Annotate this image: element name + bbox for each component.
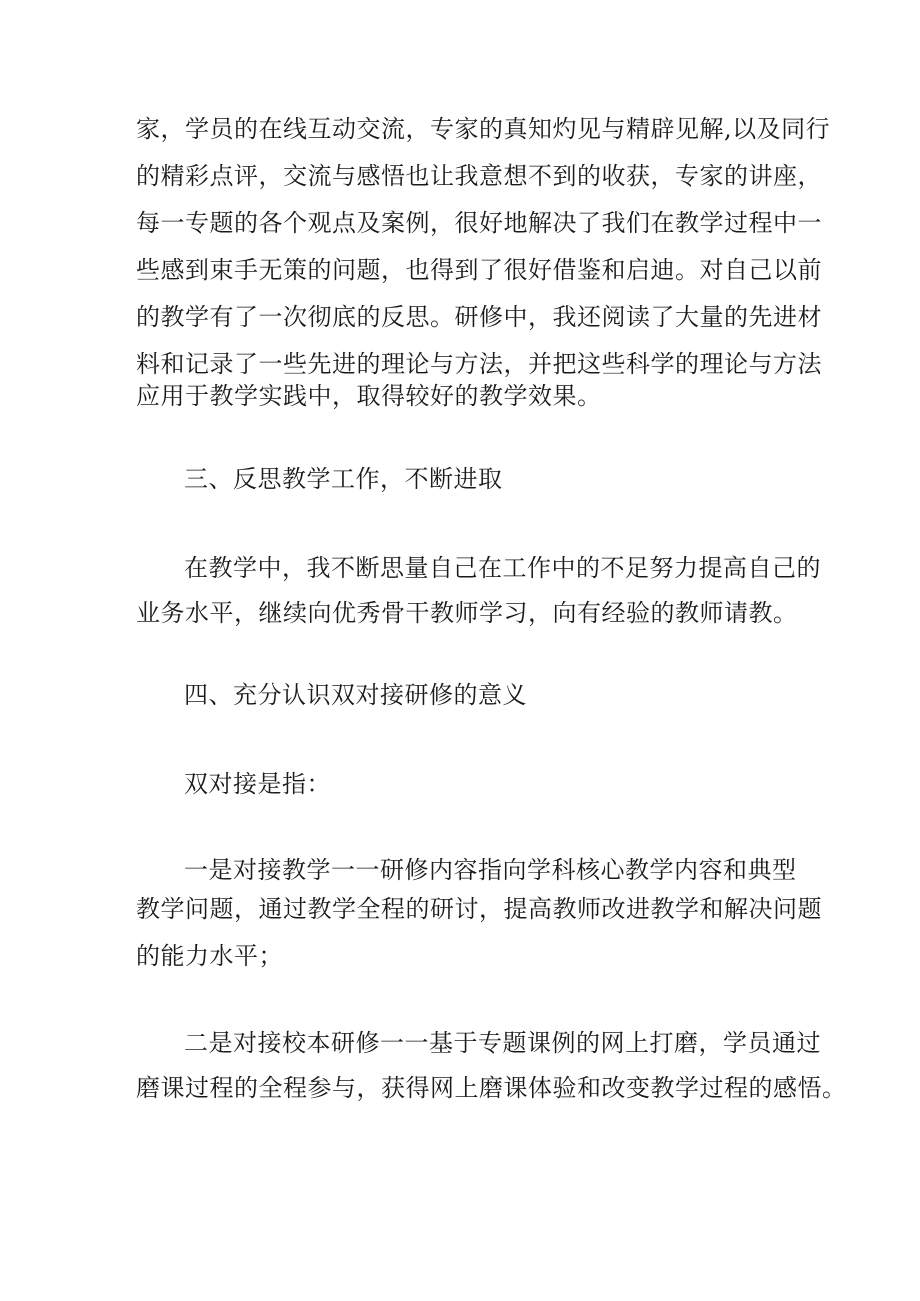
text-line: 每一专题的各个观点及案例，很好地解决了我们在教学过程中一 bbox=[136, 209, 822, 237]
text-line: 的能力水平； bbox=[136, 942, 283, 970]
text-line: 的教学有了一次彻底的反思。研修中，我还阅读了大量的先进材 bbox=[136, 303, 822, 331]
text-line: 业务水平，继续向优秀骨干教师学习，向有经验的教师请教。 bbox=[136, 599, 798, 627]
text-line: 应用于教学实践中，取得较好的教学效果。 bbox=[136, 382, 602, 410]
text-line: 的精彩点评，交流与感悟也让我意想不到的收获，专家的讲座， bbox=[136, 162, 822, 190]
paragraph-definition: 双对接是指： bbox=[184, 770, 331, 798]
section-heading-3: 三、反思教学工作，不断进取 bbox=[184, 465, 503, 493]
text-line: 家，学员的在线互动交流，专家的真知灼见与精辟见解,以及同行 bbox=[136, 115, 831, 143]
text-line: 磨课过程的全程参与，获得网上磨课体验和改变教学过程的感悟。 bbox=[136, 1074, 847, 1102]
text-line: 教学问题，通过教学全程的研讨，提高教师改进教学和解决问题 bbox=[136, 895, 822, 923]
text-line: 些感到束手无策的问题，也得到了很好借鉴和启迪。对自己以前 bbox=[136, 256, 822, 284]
text-line: 一是对接教学一一研修内容指向学科核心教学内容和典型 bbox=[184, 856, 797, 884]
text-line: 料和记录了一些先进的理论与方法，并把这些科学的理论与方法 bbox=[136, 350, 822, 378]
section-heading-4: 四、充分认识双对接研修的意义 bbox=[184, 681, 527, 709]
text-line: 在教学中，我不断思量自己在工作中的不足努力提高自己的 bbox=[184, 554, 821, 582]
text-line: 二是对接校本研修一一基于专题课例的网上打磨，学员通过 bbox=[184, 1029, 821, 1057]
